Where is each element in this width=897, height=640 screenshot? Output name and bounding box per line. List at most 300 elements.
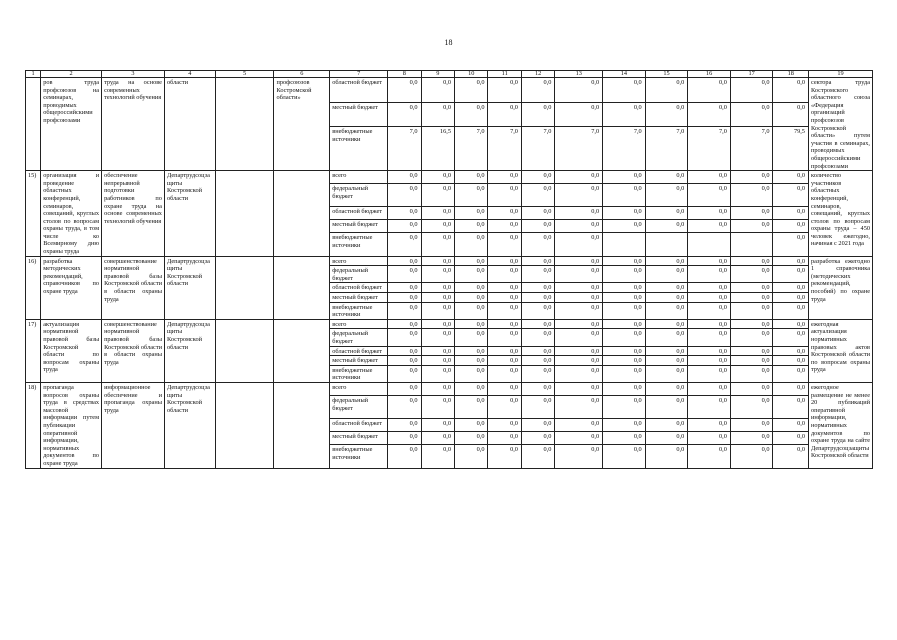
funding-value: 0,0	[388, 207, 421, 220]
measure-purpose: совершенствование нормативной правовой базы Костромской области в области охраны труда	[102, 319, 165, 382]
funding-value: 0,0	[421, 171, 454, 184]
funding-value: 0,0	[455, 302, 488, 319]
funding-value: 0,0	[455, 102, 488, 127]
funding-value: 0,0	[688, 419, 731, 432]
funding-value: 0,0	[421, 329, 454, 346]
funding-value: 0,0	[730, 78, 773, 103]
funding-value: 0,0	[645, 432, 688, 445]
column-number: 8	[388, 71, 421, 78]
participant: профсоюзов Костромской области»	[274, 78, 330, 171]
funding-value: 0,0	[773, 365, 809, 382]
funding-value: 0,0	[730, 171, 773, 184]
funding-value: 0,0	[455, 171, 488, 184]
funding-value	[730, 233, 773, 256]
funding-value: 0,0	[730, 346, 773, 356]
funding-value: 0,0	[455, 319, 488, 329]
funding-value: 0,0	[421, 220, 454, 233]
funding-value: 0,0	[521, 283, 554, 293]
funding-value: 0,0	[645, 365, 688, 382]
funding-value: 7,0	[645, 127, 688, 171]
funding-value: 0,0	[645, 329, 688, 346]
funding-value: 0,0	[730, 319, 773, 329]
table-row	[26, 256, 873, 266]
funding-value: 0,0	[388, 419, 421, 432]
co-executor	[215, 256, 274, 319]
funding-value: 0,0	[555, 283, 603, 293]
funding-value: 0,0	[521, 184, 554, 207]
funding-value: 0,0	[603, 256, 646, 266]
funding-value: 0,0	[730, 329, 773, 346]
funding-value: 0,0	[488, 283, 521, 293]
funding-value: 0,0	[688, 346, 731, 356]
funding-value: 0,0	[521, 220, 554, 233]
funding-value: 16,5	[421, 127, 454, 171]
funding-value: 0,0	[421, 319, 454, 329]
funding-value: 0,0	[521, 382, 554, 395]
measure-purpose: информационное обеспечение и пропаганда охраны труда	[102, 382, 165, 468]
funding-value: 0,0	[555, 382, 603, 395]
column-number: 3	[102, 71, 165, 78]
funding-value: 0,0	[555, 329, 603, 346]
funding-value: 0,0	[730, 207, 773, 220]
funding-value: 0,0	[773, 256, 809, 266]
funding-value: 0,0	[455, 445, 488, 468]
funding-value: 0,0	[645, 382, 688, 395]
funding-value: 0,0	[521, 302, 554, 319]
funding-value: 7,0	[455, 127, 488, 171]
funding-value: 0,0	[421, 419, 454, 432]
column-number: 7	[330, 71, 388, 78]
item-number	[26, 78, 41, 171]
funding-value: 0,0	[645, 207, 688, 220]
funding-value: 0,0	[488, 171, 521, 184]
measure-purpose: труда на основе современных технологий обучения	[102, 78, 165, 171]
funding-value: 0,0	[521, 102, 554, 127]
funding-value: 0,0	[488, 78, 521, 103]
funding-value: 0,0	[455, 207, 488, 220]
column-number: 4	[164, 71, 215, 78]
funding-value: 0,0	[521, 256, 554, 266]
funding-value: 0,0	[421, 266, 454, 283]
funding-source: всего	[330, 256, 388, 266]
funding-value: 0,0	[555, 365, 603, 382]
funding-value: 0,0	[555, 220, 603, 233]
column-number: 15	[645, 71, 688, 78]
funding-value: 0,0	[421, 365, 454, 382]
funding-value: 0,0	[455, 432, 488, 445]
funding-value: 0,0	[555, 445, 603, 468]
funding-value: 0,0	[488, 445, 521, 468]
responsible-executor: области	[164, 78, 215, 171]
funding-value: 0,0	[688, 302, 731, 319]
funding-value: 0,0	[688, 365, 731, 382]
funding-value: 7,0	[730, 127, 773, 171]
funding-source: областной бюджет	[330, 207, 388, 220]
funding-value: 0,0	[603, 432, 646, 445]
column-number: 12	[521, 71, 554, 78]
funding-value: 0,0	[773, 293, 809, 303]
funding-value: 0,0	[388, 256, 421, 266]
column-number: 9	[421, 71, 454, 78]
column-number: 2	[41, 71, 102, 78]
table-row	[26, 171, 873, 184]
column-number: 17	[730, 71, 773, 78]
funding-value: 0,0	[645, 302, 688, 319]
column-number: 6	[274, 71, 330, 78]
funding-value: 0,0	[388, 319, 421, 329]
funding-value: 0,0	[555, 207, 603, 220]
funding-value: 0,0	[488, 256, 521, 266]
funding-value: 0,0	[388, 365, 421, 382]
program-measures-table	[25, 70, 873, 469]
item-number: 17)	[26, 319, 41, 382]
funding-value: 0,0	[421, 78, 454, 103]
funding-value: 0,0	[521, 432, 554, 445]
funding-value: 0,0	[645, 319, 688, 329]
funding-value: 0,0	[521, 171, 554, 184]
measure-name: разработка методических рекомендаций, справочников по охране труда	[41, 256, 102, 319]
funding-value: 0,0	[488, 302, 521, 319]
funding-value: 0,0	[730, 302, 773, 319]
funding-value: 0,0	[488, 220, 521, 233]
funding-value: 0,0	[773, 382, 809, 395]
funding-value: 0,0	[455, 184, 488, 207]
funding-value: 0,0	[421, 432, 454, 445]
funding-value: 0,0	[773, 102, 809, 127]
responsible-executor: Департрудсоцзащиты Костромской области	[164, 171, 215, 257]
funding-value: 0,0	[688, 395, 731, 418]
funding-value: 0,0	[488, 346, 521, 356]
funding-value: 0,0	[521, 346, 554, 356]
funding-value: 0,0	[388, 395, 421, 418]
funding-value: 0,0	[730, 283, 773, 293]
funding-value: 0,0	[645, 445, 688, 468]
funding-value: 0,0	[688, 445, 731, 468]
funding-value: 0,0	[555, 319, 603, 329]
funding-value: 0,0	[603, 356, 646, 366]
funding-value: 0,0	[645, 395, 688, 418]
funding-value: 0,0	[730, 365, 773, 382]
funding-source: местный бюджет	[330, 293, 388, 303]
funding-source: местный бюджет	[330, 102, 388, 127]
funding-value: 0,0	[645, 184, 688, 207]
funding-value: 0,0	[603, 382, 646, 395]
co-executor	[215, 171, 274, 257]
funding-value: 0,0	[645, 346, 688, 356]
funding-value: 0,0	[421, 102, 454, 127]
column-number: 18	[773, 71, 809, 78]
funding-value: 0,0	[773, 283, 809, 293]
funding-source: федеральный бюджет	[330, 395, 388, 418]
column-number-row	[26, 71, 873, 78]
funding-value: 0,0	[730, 184, 773, 207]
funding-value: 0,0	[421, 283, 454, 293]
funding-value: 0,0	[555, 356, 603, 366]
column-number: 1	[26, 71, 41, 78]
funding-value: 0,0	[555, 395, 603, 418]
funding-value: 0,0	[688, 432, 731, 445]
funding-value: 7,0	[603, 127, 646, 171]
table-row	[26, 382, 873, 395]
funding-value: 0,0	[421, 256, 454, 266]
funding-value: 0,0	[773, 233, 809, 256]
column-number: 5	[215, 71, 274, 78]
funding-value: 0,0	[688, 319, 731, 329]
funding-value: 0,0	[388, 283, 421, 293]
funding-value: 0,0	[388, 329, 421, 346]
funding-value: 0,0	[421, 445, 454, 468]
item-number: 15)	[26, 171, 41, 257]
funding-source: внебюджетные источники	[330, 365, 388, 382]
funding-value: 0,0	[521, 207, 554, 220]
funding-value: 0,0	[488, 102, 521, 127]
funding-value: 0,0	[455, 346, 488, 356]
funding-value: 0,0	[773, 207, 809, 220]
funding-value: 0,0	[730, 419, 773, 432]
funding-value: 0,0	[603, 171, 646, 184]
funding-source: областной бюджет	[330, 346, 388, 356]
funding-value: 0,0	[730, 293, 773, 303]
funding-value: 0,0	[773, 329, 809, 346]
funding-value: 0,0	[555, 346, 603, 356]
funding-value: 0,0	[773, 220, 809, 233]
co-executor	[215, 78, 274, 171]
table-row	[26, 319, 873, 329]
funding-value: 0,0	[603, 102, 646, 127]
funding-value: 0,0	[388, 382, 421, 395]
funding-value	[688, 233, 731, 256]
funding-value: 0,0	[603, 78, 646, 103]
funding-value: 0,0	[645, 256, 688, 266]
funding-value: 0,0	[730, 266, 773, 283]
funding-value: 0,0	[488, 184, 521, 207]
expected-result: ежегодная актуализация нормативных правовых актов Костромской области по вопросам охраны труда	[808, 319, 872, 382]
funding-value: 0,0	[521, 266, 554, 283]
funding-value: 0,0	[603, 207, 646, 220]
funding-value: 0,0	[455, 266, 488, 283]
responsible-executor: Департрудсоцзащиты Костромской области	[164, 319, 215, 382]
funding-value: 0,0	[730, 395, 773, 418]
item-number: 16)	[26, 256, 41, 319]
co-executor	[215, 382, 274, 468]
measure-name: организация и проведение областных конференций, семинаров, совещаний, круглых столов по вопросам охраны труда, в том числе ко Всемирному дню охраны труда	[41, 171, 102, 257]
funding-value: 0,0	[688, 293, 731, 303]
funding-value: 0,0	[455, 395, 488, 418]
funding-value: 0,0	[773, 395, 809, 418]
funding-value: 0,0	[688, 220, 731, 233]
measure-purpose: совершенствование нормативной правовой базы Костромской области в области охраны труда	[102, 256, 165, 319]
funding-value: 0,0	[455, 382, 488, 395]
funding-source: местный бюджет	[330, 220, 388, 233]
funding-value: 0,0	[455, 233, 488, 256]
funding-value: 0,0	[688, 283, 731, 293]
funding-value: 0,0	[488, 382, 521, 395]
funding-source: местный бюджет	[330, 432, 388, 445]
funding-value: 0,0	[603, 302, 646, 319]
funding-value: 0,0	[773, 346, 809, 356]
expected-result: количество участников областных конференций, семинаров, совещаний, круглых столов по вопросам охраны труда – 450 человек ежегодно, начиная с 2021 года	[808, 171, 872, 257]
funding-value: 0,0	[603, 266, 646, 283]
funding-value: 0,0	[730, 256, 773, 266]
funding-value: 0,0	[555, 293, 603, 303]
funding-value: 0,0	[521, 319, 554, 329]
funding-value: 0,0	[645, 78, 688, 103]
funding-value: 7,0	[488, 127, 521, 171]
funding-value: 0,0	[521, 293, 554, 303]
funding-value: 0,0	[521, 78, 554, 103]
column-number: 13	[555, 71, 603, 78]
funding-value: 0,0	[388, 445, 421, 468]
participant	[274, 256, 330, 319]
funding-value: 7,0	[555, 127, 603, 171]
expected-result: разработка ежегодно 1 справочника (методических рекомендаций, пособий) по охране труда	[808, 256, 872, 319]
funding-value: 0,0	[521, 445, 554, 468]
funding-value: 0,0	[645, 293, 688, 303]
funding-value	[645, 233, 688, 256]
funding-value: 0,0	[455, 283, 488, 293]
funding-value: 0,0	[555, 233, 603, 256]
participant	[274, 382, 330, 468]
funding-value: 0,0	[645, 102, 688, 127]
funding-value: 7,0	[688, 127, 731, 171]
responsible-executor: Департрудсоцзащиты Костромской области	[164, 382, 215, 468]
funding-value: 0,0	[488, 365, 521, 382]
funding-value: 0,0	[773, 445, 809, 468]
column-number: 14	[603, 71, 646, 78]
funding-value: 0,0	[388, 102, 421, 127]
funding-value: 0,0	[521, 395, 554, 418]
funding-value: 0,0	[603, 419, 646, 432]
funding-value: 0,0	[455, 365, 488, 382]
column-number: 16	[688, 71, 731, 78]
funding-value: 0,0	[603, 220, 646, 233]
funding-value: 0,0	[645, 171, 688, 184]
funding-value: 0,0	[455, 220, 488, 233]
funding-value: 0,0	[688, 207, 731, 220]
funding-value: 0,0	[773, 319, 809, 329]
funding-value: 0,0	[388, 302, 421, 319]
funding-value: 0,0	[603, 329, 646, 346]
funding-value: 0,0	[455, 419, 488, 432]
funding-source: областной бюджет	[330, 78, 388, 103]
funding-value: 0,0	[603, 319, 646, 329]
funding-value: 0,0	[421, 395, 454, 418]
funding-value: 0,0	[555, 256, 603, 266]
funding-value: 0,0	[388, 78, 421, 103]
table-row	[26, 78, 873, 103]
funding-value: 0,0	[421, 233, 454, 256]
funding-value: 0,0	[388, 432, 421, 445]
funding-value: 0,0	[488, 319, 521, 329]
funding-value: 0,0	[521, 419, 554, 432]
funding-value: 0,0	[488, 356, 521, 366]
expected-result: сектора труда Костромского областного союза «Федерация организаций профсоюзов Костромской области» путем участия в семинарах, проводимых общероссийскими профсоюзами	[808, 78, 872, 171]
funding-value: 0,0	[488, 207, 521, 220]
funding-value: 0,0	[773, 356, 809, 366]
funding-source: всего	[330, 171, 388, 184]
funding-value: 0,0	[421, 293, 454, 303]
expected-result: ежегодное размещение не менее 20 публикаций оперативной информации, нормативных документов по охране труда на сайте Департрудсоцзащиты Костромской области	[808, 382, 872, 468]
funding-source: федеральный бюджет	[330, 329, 388, 346]
funding-value: 0,0	[603, 184, 646, 207]
funding-value: 0,0	[455, 78, 488, 103]
funding-value: 0,0	[388, 346, 421, 356]
funding-value: 0,0	[688, 356, 731, 366]
funding-value: 0,0	[488, 419, 521, 432]
funding-value: 0,0	[388, 356, 421, 366]
funding-value: 0,0	[773, 266, 809, 283]
funding-value: 0,0	[603, 346, 646, 356]
co-executor	[215, 319, 274, 382]
funding-source: внебюджетные источники	[330, 127, 388, 171]
funding-value: 0,0	[555, 302, 603, 319]
funding-value: 0,0	[488, 329, 521, 346]
funding-source: областной бюджет	[330, 283, 388, 293]
column-number: 10	[455, 71, 488, 78]
funding-value: 0,0	[645, 266, 688, 283]
funding-value: 0,0	[521, 233, 554, 256]
funding-value: 0,0	[555, 102, 603, 127]
funding-value: 0,0	[773, 78, 809, 103]
funding-value: 0,0	[555, 266, 603, 283]
funding-value: 0,0	[645, 356, 688, 366]
participant	[274, 319, 330, 382]
funding-value: 0,0	[555, 171, 603, 184]
responsible-executor: Департрудсоцзащиты Костромской области	[164, 256, 215, 319]
participant	[274, 171, 330, 257]
funding-value: 0,0	[421, 356, 454, 366]
funding-value: 0,0	[488, 432, 521, 445]
funding-value: 0,0	[421, 184, 454, 207]
funding-value: 79,5	[773, 127, 809, 171]
funding-value: 0,0	[688, 171, 731, 184]
measure-name: ров труда профсоюзов на семинарах, проводимых общероссийскими профсоюзами	[41, 78, 102, 171]
funding-value: 0,0	[773, 184, 809, 207]
funding-value: 0,0	[455, 293, 488, 303]
funding-value: 0,0	[388, 266, 421, 283]
funding-value: 0,0	[688, 329, 731, 346]
measure-purpose: обеспечение непрерывной подготовки работников по охране труда на основе современных технологий обучения	[102, 171, 165, 257]
funding-value: 0,0	[521, 356, 554, 366]
funding-value: 0,0	[388, 171, 421, 184]
funding-value: 0,0	[455, 329, 488, 346]
funding-value: 0,0	[688, 266, 731, 283]
funding-value: 0,0	[688, 256, 731, 266]
item-number: 18)	[26, 382, 41, 468]
funding-value: 0,0	[730, 445, 773, 468]
funding-value: 0,0	[730, 382, 773, 395]
funding-source: внебюджетные источники	[330, 445, 388, 468]
page-number: 18	[444, 38, 453, 47]
funding-value: 0,0	[421, 382, 454, 395]
funding-value: 0,0	[521, 365, 554, 382]
funding-value: 0,0	[421, 346, 454, 356]
funding-value: 0,0	[421, 207, 454, 220]
funding-value: 0,0	[773, 419, 809, 432]
funding-value: 0,0	[555, 78, 603, 103]
column-number: 19	[808, 71, 872, 78]
funding-value: 0,0	[455, 356, 488, 366]
funding-value: 0,0	[603, 293, 646, 303]
funding-value: 7,0	[521, 127, 554, 171]
funding-value: 0,0	[730, 102, 773, 127]
funding-value: 7,0	[388, 127, 421, 171]
funding-source: всего	[330, 319, 388, 329]
column-number: 11	[488, 71, 521, 78]
funding-value: 0,0	[488, 293, 521, 303]
funding-value: 0,0	[688, 184, 731, 207]
funding-value: 0,0	[603, 445, 646, 468]
